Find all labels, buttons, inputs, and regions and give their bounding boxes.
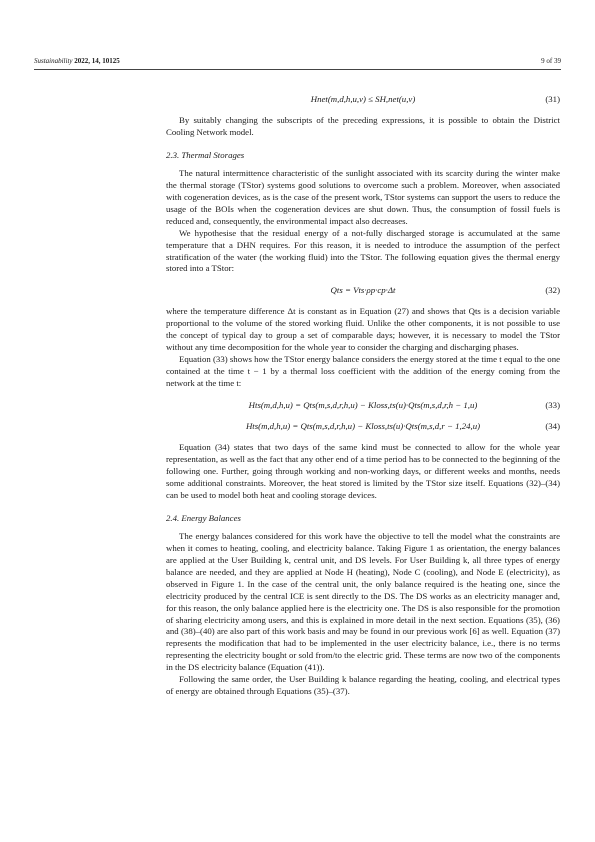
equation-32 [166,285,560,297]
equation-31 [166,94,560,106]
body-column [166,94,560,698]
equation-31-formula: Hnet(m,d,h,u,v) ≤ SH,net(u,v) [310,94,416,104]
equation-34-number: (34) [545,421,560,432]
paragraph-equation-34: Equation (34) states that two days of the same kind must be connected to allow for the whole year representation, as well as the fact that any other end of a time period has to be connected to the beginning of the following one. Further, going through working and non-working days, or different weeks and months, needs some additional constraints. Moreover, the heat stored is limited by the TStor size itself. Equations (32)–(34) can be used to model both heat and cooling storage devices. [166,442,560,500]
paragraph-district-cooling: By suitably changing the subscripts of the preceding expressions, it is possible to obtain the District Cooling Network model. [166,115,560,137]
section-heading-energy-balances: 2.4. Energy Balances [166,512,241,523]
paragraph-temperature-difference: where the temperature difference Δt is constant as in Equation (27) and shows that Qts is a decision variable proportional to the volume of the stored working fluid. Unlike the other components, it is not possible to use the concept of typical day to group a set of comparable days; however, it is necessary to model the TStor without any time decomposition for the whole year to consider the charging and discharging phases. [166,306,560,353]
paragraph-following-order: Following the same order, the User Building k balance regarding the heating, cooling, and electrical types of energy are obtained through Equations (35)–(37). [166,674,560,697]
equation-32-number: (32) [545,285,560,296]
equation-33 [166,400,560,412]
paragraph-hypothesis: We hypothesise that the residual energy of a not-fully discharged storage is accumulated at the same temperature that a DHN requires. For this reason, it is needed to introduce the assumption of the perfect stratification of the water (the working fluid) into the TStor. The following equation gives the thermal energy stored into a TStor: [166,227,560,274]
equation-31-number: (31) [545,94,560,104]
equation-32-formula: Qts = Vts·ρp·cp·Δt [330,285,396,296]
equation-34 [166,421,560,433]
equation-33-formula: Hts(m,d,h,u) = Qts(m,s,d,r,h,u) − Kloss,ts(u)·Qts(m,s,d,r,h − 1,u) [248,400,478,411]
paragraph-equation-33-intro: Equation (33) shows how the TStor energy balance considers the energy stored at the time t equal to the one contained at the time t − 1 by a thermal loss coefficient with the addition of the energy coming from the network at the time t: [166,354,560,389]
volume-info: 2022, 14, 10125 [74,57,120,65]
journal-name: Sustainability [34,57,73,65]
section-heading-thermal-storages: 2.3. Thermal Storages [166,149,245,160]
running-header [34,57,561,65]
equation-34-formula: Hts(m,d,h,u) = Qts(m,s,d,r,h,u) − Kloss,ts(u)·Qts(m,s,d,r − 1,24,u) [245,421,481,432]
equation-33-number: (33) [545,400,560,411]
paragraph-energy-balances: The energy balances considered for this work have the objective to tell the model what the constraints are when it comes to heating, cooling, and electricity balance. Taking Figure 1 as orientation, the energy balances are applied at the User Building k, central unit, and DS levels. For User Building k, all three types of energy balance are needed, and they are applied at Node H (heating), Node C (cooling), and Node E (electricity), as observed in Figure 1. In the case of the central unit, the only balance required is the heating one, since the electricity produced by the central ICE is sent directly to the DS. The DS works as an electricity manager and, for this reason, the only balance applied here is the electricity one. The DS is also responsible for the promotion of sharing electricity among users, and this is explained in more detail in the next section. Equations (35), (36) and (38)–(40) are also part of this work basis and may be found in our previous work [6] as well. Equation (37) represents the modification that had to be implemented in the user electricity balance, i.e., there is no terms representing the electricity bought or sold from/to the electric grid. These terms are now two of the components in the DS electricity balance (Equation (41)). [166,530,560,673]
paragraph-intermittence: The natural intermittence characteristic of the sunlight associated with its scarcity during the winter make the thermal storage (TStor) systems good solutions to overcome such a problem. Moreover, when associated with cogeneration devices, as is the case of the present work, TStor systems can support the users to reduce the usage of the BOIs when the cogeneration devices are shut down. Thus, the consumption of fossil fuels is reduced and, consequently, the environmental impact also decreases. [166,167,560,226]
header-rule [34,69,561,70]
page-number: 9 of 39 [541,57,561,65]
